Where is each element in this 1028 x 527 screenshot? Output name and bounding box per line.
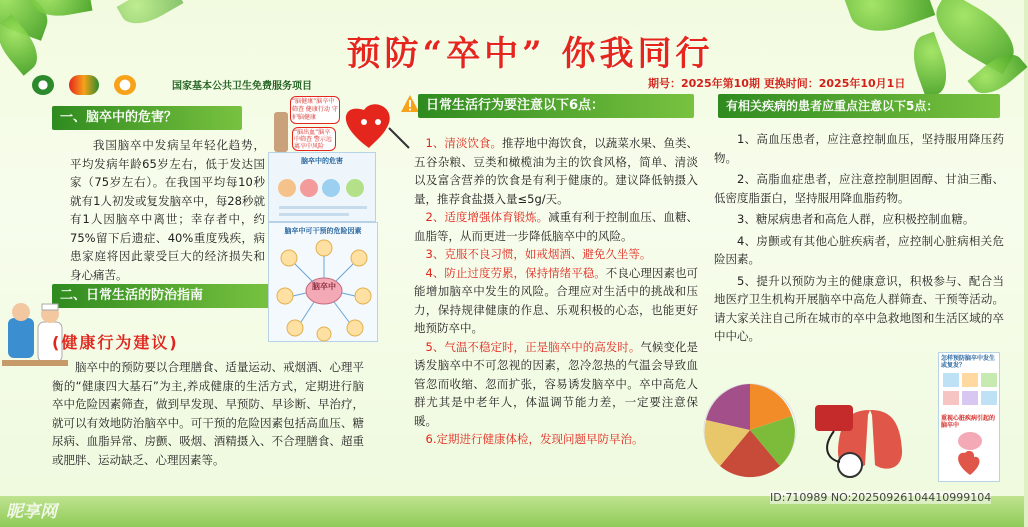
health-logo-icon [32, 75, 54, 95]
daily-tip-2 [414, 208, 698, 245]
advice-paragraph: 脑卒中的预防要以合理膳食、适量运动、戒烟酒、心理平衡的“健康四大基石”为主,养成健康的生活方式，定期进行脑卒中危险因素筛查，做到早发现、早预防、早诊断、早治疗，就可以有效地防治脑卒中。可干预的危险因素包括高血压、糖尿病、血脂异常、房颤、吸烟、酒精摄入、不合理膳食、超重或肥胖、运动缺乏、心理因素等。 [52, 360, 364, 467]
speech-bubble: “脑健康”脑卒中筛查 健康行动 守护脑健康 [290, 96, 340, 124]
speech-bubble: “脑出血”脑卒中筛查 警示远离卒中风险 [292, 127, 336, 151]
lungs-blood-pressure-illustration [810, 370, 930, 480]
daily-tip-1 [414, 134, 698, 208]
tip-lead: 1、清淡饮食。 [425, 136, 503, 150]
tip-lead: 3、克服不良习惯，如戒烟酒、避免久坐等。 [425, 247, 652, 261]
stroke-harm-infographic [268, 152, 376, 222]
tip-text: 不良心理因素也可能增加脑卒中发生的风险。合理应对生活中的挑战和压力，保持规律健康的作息、乐观积极的心态，也能更好地预防卒中。 [414, 265, 699, 335]
harm-paragraph: 我国脑卒中发病呈年轻化趋势，平均发病年龄65岁左右，低于发达国家（75岁左右）。在我国平均每10秒就有1人初发或复发脑卒中，每28秒就有1人因脑卒中离世；幸存者中，约75%留下后遗症、40%重度残疾，病患家庭将因此蒙受巨大的经济损失和身心痛苦。 [70, 138, 265, 282]
leaf-decoration [906, 32, 955, 99]
watermark: 昵享网 [6, 502, 57, 522]
healthy-food-plate-illustration [700, 380, 800, 480]
daily-tip-6 [414, 430, 698, 449]
section-header-daily: 日常生活行为要注意以下6点： [418, 94, 694, 118]
patient-tip-5: 5、提升以预防为主的健康意识，积极参与、配合当地医疗卫生机构开展脑卒中高危人群筛查、干预等活动。请大家关注自己所在城市的卒中急救地图和生活区域的卒中中心。 [714, 273, 1004, 343]
warning-icon [400, 94, 420, 114]
tip-text: 气候变化是诱发脑卒中不可忽视的因素，忽冷忽热的气温会导致血管忽而收缩、忽而扩张，容易诱发脑卒中。卒中高危人群尤其是中老年人，体温调节能力差，一定要注意保暖。 [414, 339, 698, 428]
tip-text: 减重有利于控制血压、血糖、血脂等，从而更进一步降低脑卒中的风险。 [414, 210, 698, 243]
issue-info: 期号：2025年第10期 更换时间：2025年10月1日 [648, 77, 906, 90]
card-heading: 怎样预防脑卒中发生或复发？ [941, 355, 996, 369]
prevention-cards [938, 352, 1000, 482]
patient-tip-1: 1、高血压患者，应注意控制血压，坚持服用降压药物。 [714, 132, 1004, 165]
infographic-heading: 脑卒中可干预的危险因素 [284, 227, 362, 235]
patient-tip-3: 3、糖尿病患者和高危人群，应积极控制血糖。 [737, 212, 975, 226]
tip-lead: 2、适度增强体育锻炼。 [425, 210, 549, 224]
daily-tip-3 [414, 245, 698, 264]
card-heading: 重视心脏疾病引起的脑卒中 [941, 415, 996, 429]
service-logo-icon [69, 75, 99, 95]
section-header-patients: 有相关疾病的患者应重点注意以下5点： [718, 94, 1000, 118]
infographic-heading: 脑卒中的危害 [301, 157, 343, 165]
tip-lead: 5、气温不稳定时，正是脑卒中的高发时。 [425, 339, 641, 354]
harm-icons [269, 166, 377, 222]
section-header-harm: 一、脑卒中的危害？ [52, 106, 242, 130]
patient-tip-4: 4、房颤或有其他心脏疾病者，应控制心脏病相关危险因素。 [714, 233, 1004, 266]
k-logo-icon [114, 75, 136, 95]
section-header-guide: 二、日常生活的防治指南 [52, 284, 272, 308]
patient-tip-2: 2、高脂血症患者，应注意控制胆固醇、甘油三酯、低密度脂蛋白，坚持服用降血脂药物。 [714, 172, 1004, 205]
daily-tips-list [414, 134, 698, 474]
image-id: ID:710989 NO:20250926104410999104 [770, 491, 992, 504]
card-icons [939, 369, 1001, 409]
tip-lead: 4、防止过度劳累，保持情绪平稳。 [425, 265, 606, 280]
poster-title: 预防“卒中” 你我同行 [346, 34, 714, 74]
logo-group [32, 74, 172, 94]
leaf-decoration [117, 0, 184, 33]
tip-lead: 6.定期进行健康体检，发现问题早防早治。 [425, 432, 644, 446]
daily-tip-4 [414, 264, 698, 338]
brain-label: 脑卒中 [312, 282, 336, 291]
patient-tips-list [714, 130, 1004, 360]
organization-name: 国家基本公共卫生免费服务项目 [172, 81, 312, 92]
health-advice-subtitle: (健康行为建议) [52, 333, 179, 352]
daily-tip-5 [414, 338, 698, 431]
risk-factor-infographic [268, 222, 378, 342]
tip-text: 推荐地中海饮食，以蔬菜水果、鱼类、五谷杂粮、豆类和橄榄油为主的饮食风格，简单、清淡以及富含营养的饮食是有利于健康的。建议降低钠摄入量，推荐食盐摄入量≤5g/天。 [414, 136, 698, 206]
heart-brain-icon [939, 427, 1001, 479]
